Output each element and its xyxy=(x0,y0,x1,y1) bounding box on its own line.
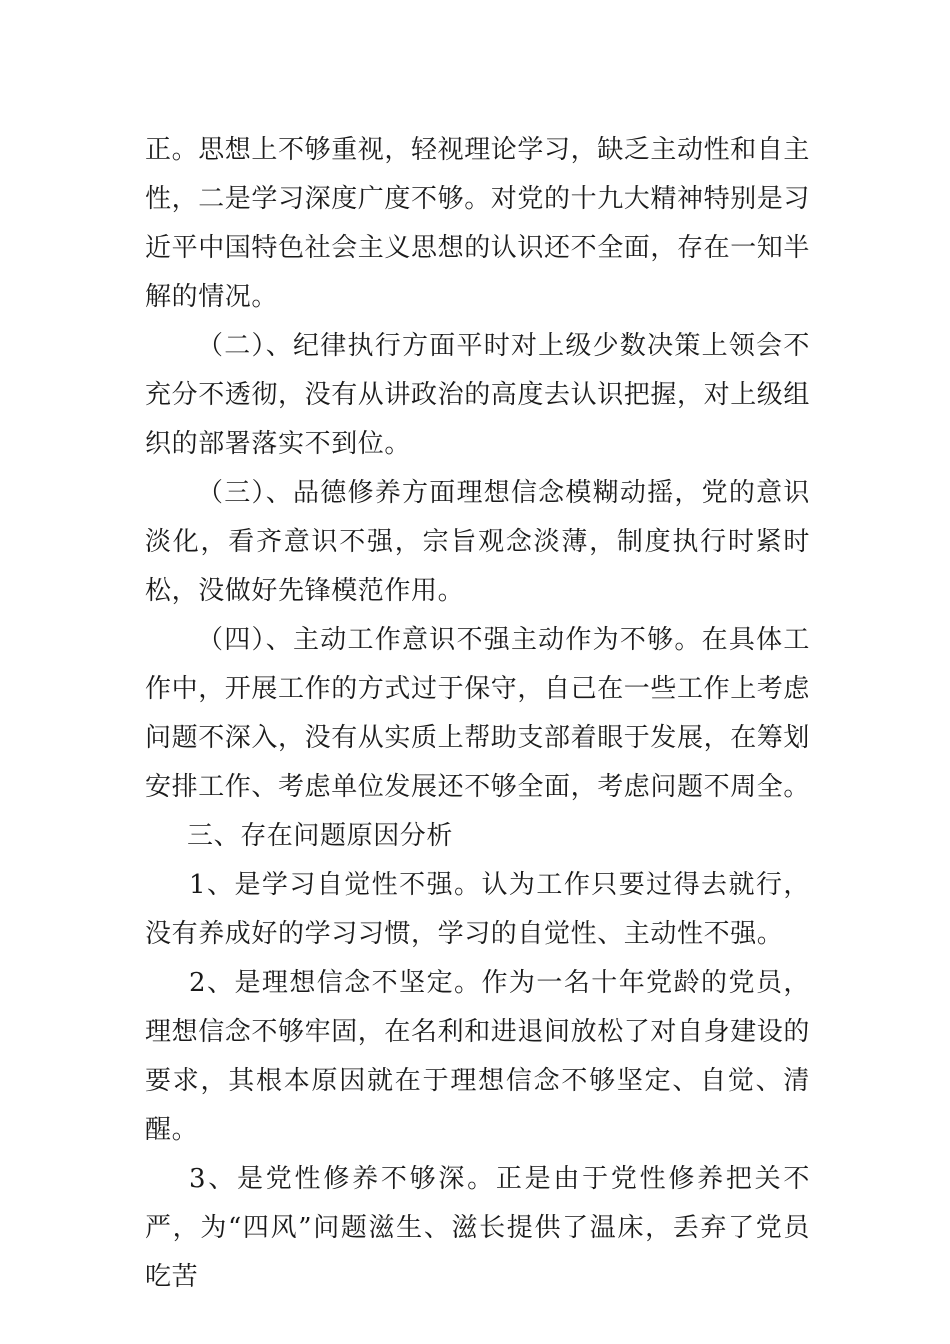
paragraph-cause-3: 3、是党性修养不够深。正是由于党性修养把关不严，为“四风”问题滋生、滋长提供了温床，丢弃了党员吃苦 xyxy=(145,1164,810,1292)
section-heading-cause-analysis: 三、存在问题原因分析 xyxy=(187,821,454,851)
paragraph-continuation: 正。思想上不够重视，轻视理论学习，缺乏主动性和自主性，二是学习深度广度不够。对党的十九大精神特别是习近平中国特色社会主义思想的认识还不全面，存在一知半解的情况。 xyxy=(145,135,811,312)
paragraph-cause-1: 1、是学习自觉性不强。认为工作只要过得去就行，没有养成好的学习习惯，学习的自觉性、主动性不强。 xyxy=(145,870,810,949)
paragraph-morality: （三）、品德修养方面理想信念模糊动摇，党的意识淡化，看齐意识不强，宗旨观念淡薄，制度执行时紧时松，没做好先锋模范作用。 xyxy=(145,478,810,606)
paragraph-discipline: （二）、纪律执行方面平时对上级少数决策上领会不充分不透彻，没有从讲政治的高度去认识把握，对上级组织的部署落实不到位。 xyxy=(145,331,811,459)
paragraph-cause-2: 2、是理想信念不坚定。作为一名十年党龄的党员，理想信念不够牢固，在名利和进退间放松了对自身建设的要求，其根本原因就在于理想信念不够坚定、自觉、清醒。 xyxy=(145,968,811,1145)
document-body xyxy=(145,126,810,1302)
paragraph-initiative: （四）、主动工作意识不强主动作为不够。在具体工作中，开展工作的方式过于保守，自己在一些工作上考虑问题不深入，没有从实质上帮助支部着眼于发展，在筹划安排工作、考虑单位发展还不够全面，考虑问题不周全。 xyxy=(145,625,811,802)
